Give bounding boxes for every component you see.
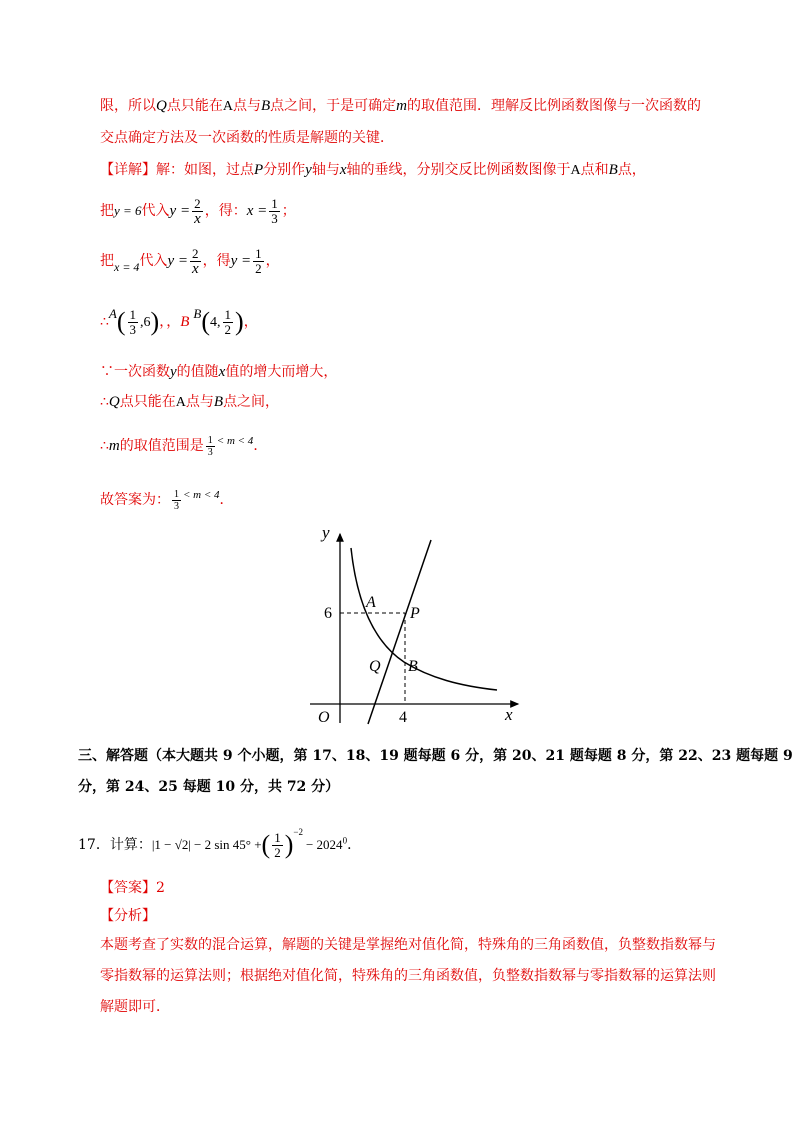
text-span: ．	[347, 837, 362, 853]
denominator: 3	[207, 446, 213, 458]
therefore-symbol: ∴	[100, 314, 109, 330]
power-term: − 2024	[305, 837, 343, 852]
section-heading-line-1: 三、解答题（本大题共 9 个小题，第 17、18、19 题每题 6 分，第 20、21 题每题 8 分，第 22、23 题每题 9	[78, 748, 793, 764]
numerator: 1	[224, 306, 232, 322]
text-span: 限，所以	[100, 98, 156, 114]
denominator: 2	[224, 321, 232, 337]
substitution-line-1	[100, 196, 296, 226]
fraction	[190, 247, 201, 276]
fraction	[172, 489, 181, 512]
text-span: 点只能在	[166, 98, 223, 114]
numerator: 2	[192, 197, 203, 212]
numerator: 1	[274, 829, 281, 845]
paren-right: )	[235, 307, 244, 336]
var-b: B	[608, 162, 618, 178]
analysis-line-2: 零指数幂的运算法则；根据绝对值化简，特殊角的三角函数值，负整数指数幂与零指数幂的运算法则	[100, 968, 716, 984]
denominator: x	[191, 260, 199, 277]
denominator: 3	[174, 500, 179, 512]
var-y: y	[170, 364, 177, 380]
text-span: 轴与	[311, 162, 340, 178]
fraction	[206, 435, 215, 458]
point-b-label: B	[193, 306, 202, 321]
equation: x =	[246, 203, 268, 219]
answer-line	[100, 480, 234, 515]
var-q: Q	[108, 394, 120, 410]
text-span: 故答案为：	[100, 492, 170, 508]
var-x: x	[339, 162, 347, 178]
tick-label-4: 4	[399, 709, 407, 726]
absolute-value-term: |1 − √2|	[151, 837, 191, 852]
paren-left: (	[201, 307, 211, 336]
text-span: 点只能在	[119, 394, 176, 410]
substitution-line-2	[100, 246, 280, 282]
point-b-red: B	[180, 314, 190, 330]
text-span: 点与	[232, 98, 261, 114]
var-q: Q	[156, 98, 167, 114]
answer-value: 2	[156, 880, 165, 896]
answer-tag: 【答案】	[100, 880, 156, 896]
question-number: 17．计算：	[78, 837, 152, 853]
var-a: A	[570, 163, 581, 178]
numerator: 1	[174, 488, 179, 500]
paren-left: (	[116, 307, 126, 336]
reason-line-1	[100, 362, 337, 382]
text-span: 的值随	[176, 364, 219, 380]
var-y: y	[305, 162, 312, 178]
point-q-label: Q	[369, 658, 381, 675]
x-axis-label: x	[505, 705, 513, 724]
text-span: ，得	[202, 253, 231, 269]
denominator: 3	[271, 210, 278, 226]
text-span: 的取值范围．理解反比例函数图像与一次函数的	[406, 98, 701, 114]
text-span: 点和	[580, 162, 609, 178]
origin-label: O	[318, 709, 330, 726]
reason-line-3	[100, 426, 267, 461]
therefore-symbol: ∴	[100, 438, 109, 454]
therefore-symbol: ∴	[100, 394, 109, 410]
text-span: ，	[265, 253, 280, 269]
linear-function-line	[368, 540, 431, 724]
coordinate: 4,	[210, 315, 221, 330]
text-span: 的取值范围是	[119, 438, 204, 454]
text-span: 代入	[139, 253, 168, 269]
fraction	[128, 308, 139, 337]
points-line	[100, 294, 258, 343]
because-symbol: ∵	[100, 364, 114, 380]
equation: y =	[169, 203, 191, 219]
text-span: 点之间，	[223, 394, 280, 410]
answer-block	[100, 878, 165, 898]
fraction	[272, 831, 283, 860]
var-b: B	[213, 394, 224, 410]
text-span: 把	[100, 253, 114, 269]
var-b: B	[260, 98, 271, 114]
analysis-line-3: 解题即可．	[100, 999, 170, 1015]
text-span: 点，	[617, 162, 646, 178]
denominator: x	[194, 210, 201, 227]
denominator: 2	[274, 844, 281, 860]
equation: y =	[230, 253, 252, 269]
fraction	[253, 247, 264, 276]
text-span: 代入	[141, 203, 170, 219]
text-span: ，	[243, 314, 258, 330]
text-span: ．	[253, 438, 268, 454]
detail-line	[100, 160, 646, 181]
text-line-1	[100, 96, 701, 117]
text-span: ，得：	[204, 203, 247, 219]
analysis-tag: 【分析】	[100, 908, 156, 924]
y-axis-label: y	[322, 523, 330, 542]
exponent: 0	[342, 835, 348, 846]
function-graph-figure	[300, 518, 540, 728]
question-17	[78, 812, 361, 865]
var-p: P	[254, 162, 264, 178]
text-span: 解：如图，过点	[156, 162, 254, 178]
reason-line-2	[100, 392, 279, 413]
numerator: 2	[190, 247, 201, 262]
var-x: x	[218, 364, 226, 380]
numerator: 1	[207, 434, 213, 446]
var-m: m	[396, 98, 407, 114]
var-a: A	[175, 395, 186, 410]
fraction	[223, 308, 234, 337]
text-span: 点之间，于是可确定	[270, 98, 397, 114]
text-span: ；	[281, 203, 296, 219]
point-a-label: A	[108, 306, 117, 321]
text-span: 值的增大而增大，	[225, 364, 338, 380]
numerator: 1	[255, 245, 262, 261]
var-a: A	[222, 99, 233, 114]
analysis-line-1: 本题考查了实数的混合运算，解题的关键是掌握绝对值化简，特殊角的三角函数值，负整数指数幂与	[100, 937, 716, 953]
tick-label-6: 6	[324, 605, 332, 622]
var-m: m	[108, 438, 120, 454]
text-span: 分别作	[263, 162, 306, 178]
denominator: 2	[255, 260, 262, 276]
point-b-label: B	[408, 658, 418, 675]
paren-right: )	[284, 830, 294, 859]
text-span: 把	[100, 203, 114, 219]
point-a-label: A	[366, 594, 376, 611]
equation: y = 6	[114, 203, 142, 218]
text-span: 一次函数	[114, 364, 170, 380]
text-span: 轴的垂线，分别交反比例函数图像于	[346, 162, 571, 178]
denominator: 3	[129, 321, 137, 337]
point-p-label: P	[410, 605, 420, 622]
section-heading-line-2: 分，第 24、25 每题 10 分，共 72 分）	[78, 779, 340, 795]
equation: x = 4	[114, 260, 140, 274]
coordinate: ,6	[140, 315, 151, 330]
paren-left: (	[261, 830, 271, 859]
sine-term: − 2 sin 45° +	[194, 837, 262, 852]
fraction	[192, 197, 203, 226]
text-span: 点与	[185, 394, 214, 410]
separator: ，，	[159, 314, 181, 330]
exponent: −2	[293, 827, 303, 837]
numerator: 1	[271, 195, 278, 211]
equation: y =	[167, 253, 188, 269]
fraction	[269, 197, 280, 226]
text-span: ．	[219, 492, 234, 508]
paren-right: )	[150, 307, 160, 336]
detail-tag: 【详解】	[100, 162, 156, 178]
numerator: 1	[129, 306, 137, 322]
inequality: < m < 4	[183, 489, 220, 501]
text-line-2: 交点确定方法及一次函数的性质是解题的关键．	[100, 130, 394, 146]
inequality: < m < 4	[216, 435, 254, 447]
